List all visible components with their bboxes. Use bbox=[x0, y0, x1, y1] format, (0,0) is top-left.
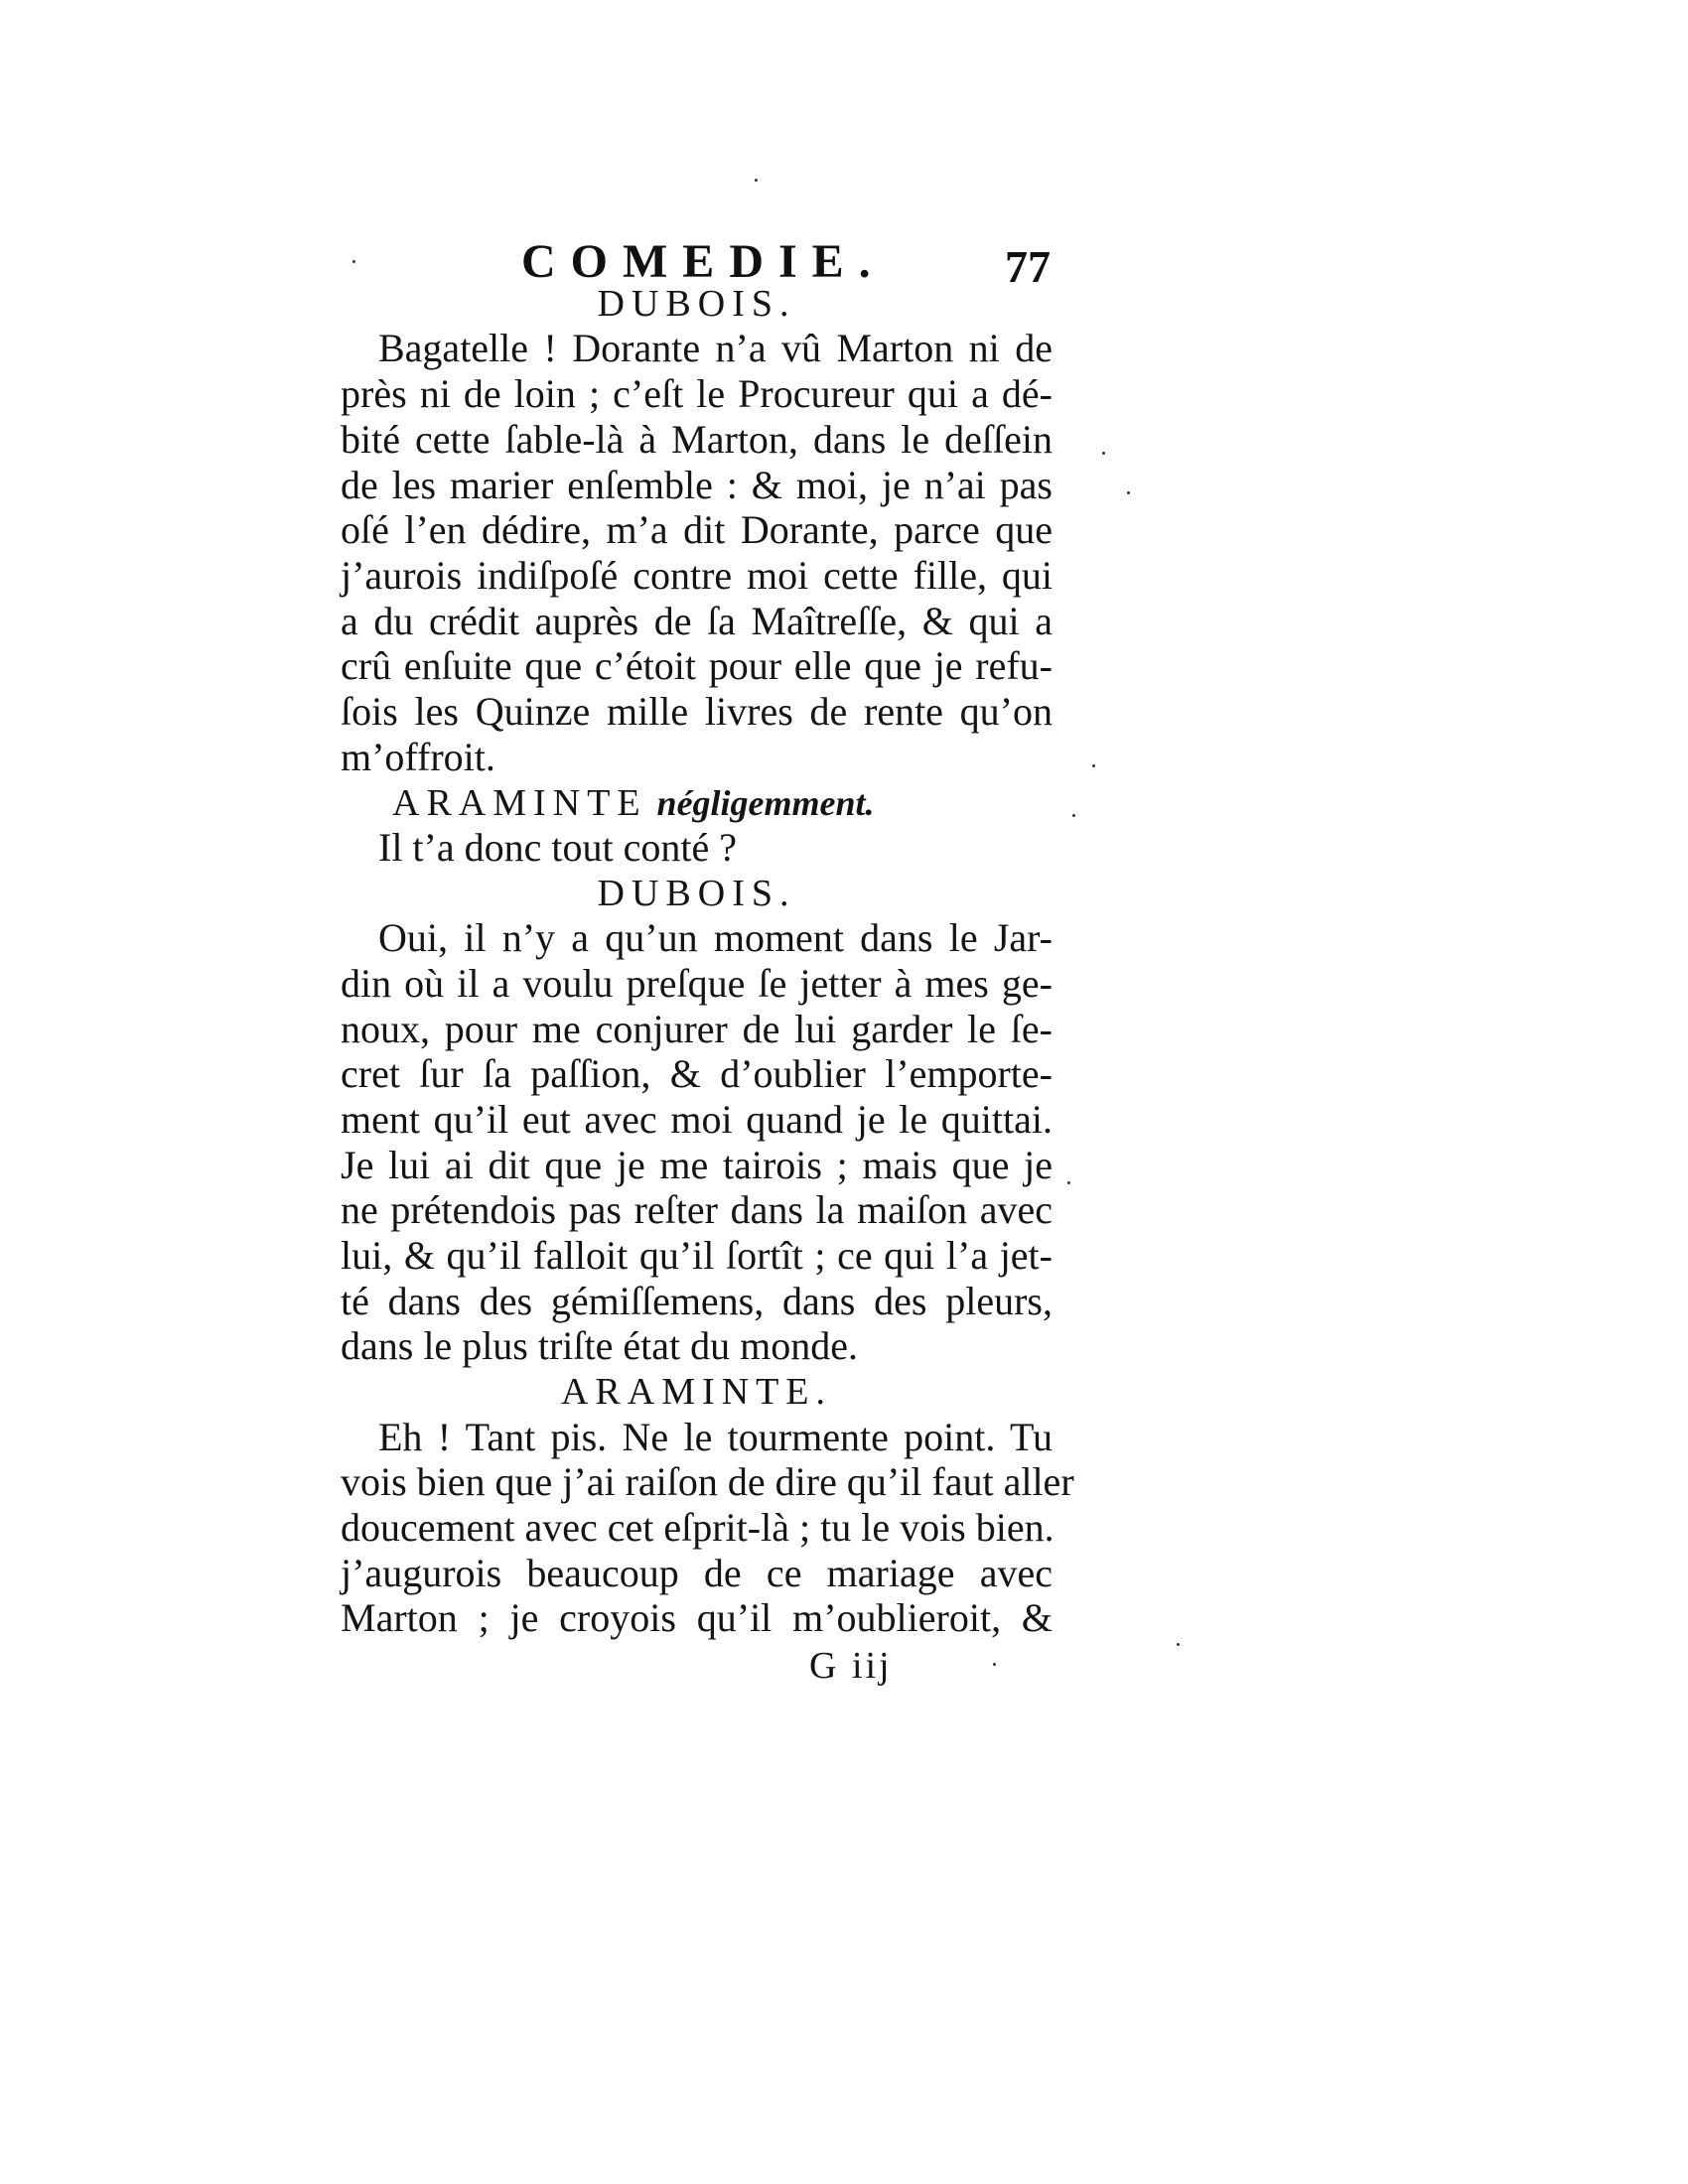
text-line: Eh ! Tant pis. Ne le tourmente point. Tu bbox=[378, 1415, 1053, 1459]
speaker-name: ARAMINTE bbox=[392, 782, 647, 824]
scan-speck bbox=[1072, 814, 1075, 817]
speaker-heading bbox=[341, 871, 1053, 916]
scan-speck bbox=[1177, 1643, 1180, 1646]
text-line: de les marier enſemble : & moi, je n’ai pas bbox=[341, 463, 1053, 507]
scan-speck bbox=[755, 179, 758, 182]
text-line: crû enſuite que c’étoit pour elle que je refu- bbox=[341, 643, 1053, 688]
speaker-name: ARAMINTE. bbox=[560, 1371, 833, 1413]
scan-speck bbox=[1102, 452, 1105, 455]
speaker-heading bbox=[341, 780, 1053, 826]
text-line: près ni de loin ; c’eſt le Procureur qui a dé- bbox=[341, 371, 1053, 416]
scan-speck bbox=[1067, 1181, 1070, 1184]
text-line: ſois les Quinze mille livres de rente qu’on bbox=[341, 689, 1053, 734]
scan-speck bbox=[1092, 764, 1095, 767]
speaker-heading bbox=[341, 1369, 1053, 1415]
text-line: vois bien que j’ai raiſon de dire qu’il faut aller bbox=[341, 1459, 1074, 1504]
text-line: Il t’a donc tout conté ? bbox=[378, 825, 737, 870]
speaker-name: DUBOIS. bbox=[597, 283, 796, 325]
text-line: m’offroit. bbox=[341, 735, 495, 779]
text-line: Marton ; je croyois qu’il m’oublieroit, & bbox=[341, 1595, 1053, 1640]
text-line: ment qu’il eut avec moi quand je le quittai. bbox=[341, 1097, 1053, 1142]
scan-speck bbox=[1127, 491, 1130, 494]
text-line: Oui, il n’y a qu’un moment dans le Jar- bbox=[378, 915, 1053, 960]
stage-direction: négligemment. bbox=[656, 783, 875, 823]
text-line: bité cette ſable-là à Marton, dans le deſſein bbox=[341, 417, 1053, 462]
speaker-heading bbox=[341, 281, 1053, 327]
text-line: din où il a voulu preſque ſe jetter à mes ge- bbox=[341, 961, 1053, 1006]
signature-mark: G iij bbox=[809, 1645, 893, 1687]
page-number: 77 bbox=[1005, 241, 1051, 292]
text-line: j’aurois indiſpoſé contre moi cette fille, qui bbox=[341, 553, 1053, 598]
text-line: dans le plus triſte état du monde. bbox=[341, 1323, 858, 1368]
text-line: oſé l’en dédire, m’a dit Dorante, parce que bbox=[341, 507, 1053, 552]
text-line: j’augurois beaucoup de ce mariage avec bbox=[341, 1551, 1053, 1595]
speaker-name: DUBOIS. bbox=[597, 873, 796, 914]
text-line: lui, & qu’il falloit qu’il ſortît ; ce qui l’a jet- bbox=[341, 1233, 1053, 1278]
text-line: a du crédit auprès de ſa Maîtreſſe, & qui a bbox=[341, 599, 1053, 643]
scan-speck bbox=[993, 1663, 996, 1666]
text-line: doucement avec cet eſprit-là ; tu le vois bien. bbox=[341, 1505, 1055, 1550]
text-line: Je lui ai dit que je me tairois ; mais que je bbox=[341, 1143, 1053, 1187]
text-line: cret ſur ſa paſſion, & d’oublier l’emporte- bbox=[341, 1051, 1053, 1096]
text-line: ne prétendois pas reſter dans la maiſon avec bbox=[341, 1187, 1053, 1232]
text-line: Bagatelle ! Dorante n’a vû Marton ni de bbox=[378, 326, 1053, 370]
text-line: té dans des gémiſſemens, dans des pleurs, bbox=[341, 1279, 1053, 1323]
scan-speck bbox=[352, 260, 355, 263]
running-title: COMEDIE. bbox=[521, 235, 886, 288]
text-line: noux, pour me conjurer de lui garder le ſe- bbox=[341, 1007, 1053, 1051]
